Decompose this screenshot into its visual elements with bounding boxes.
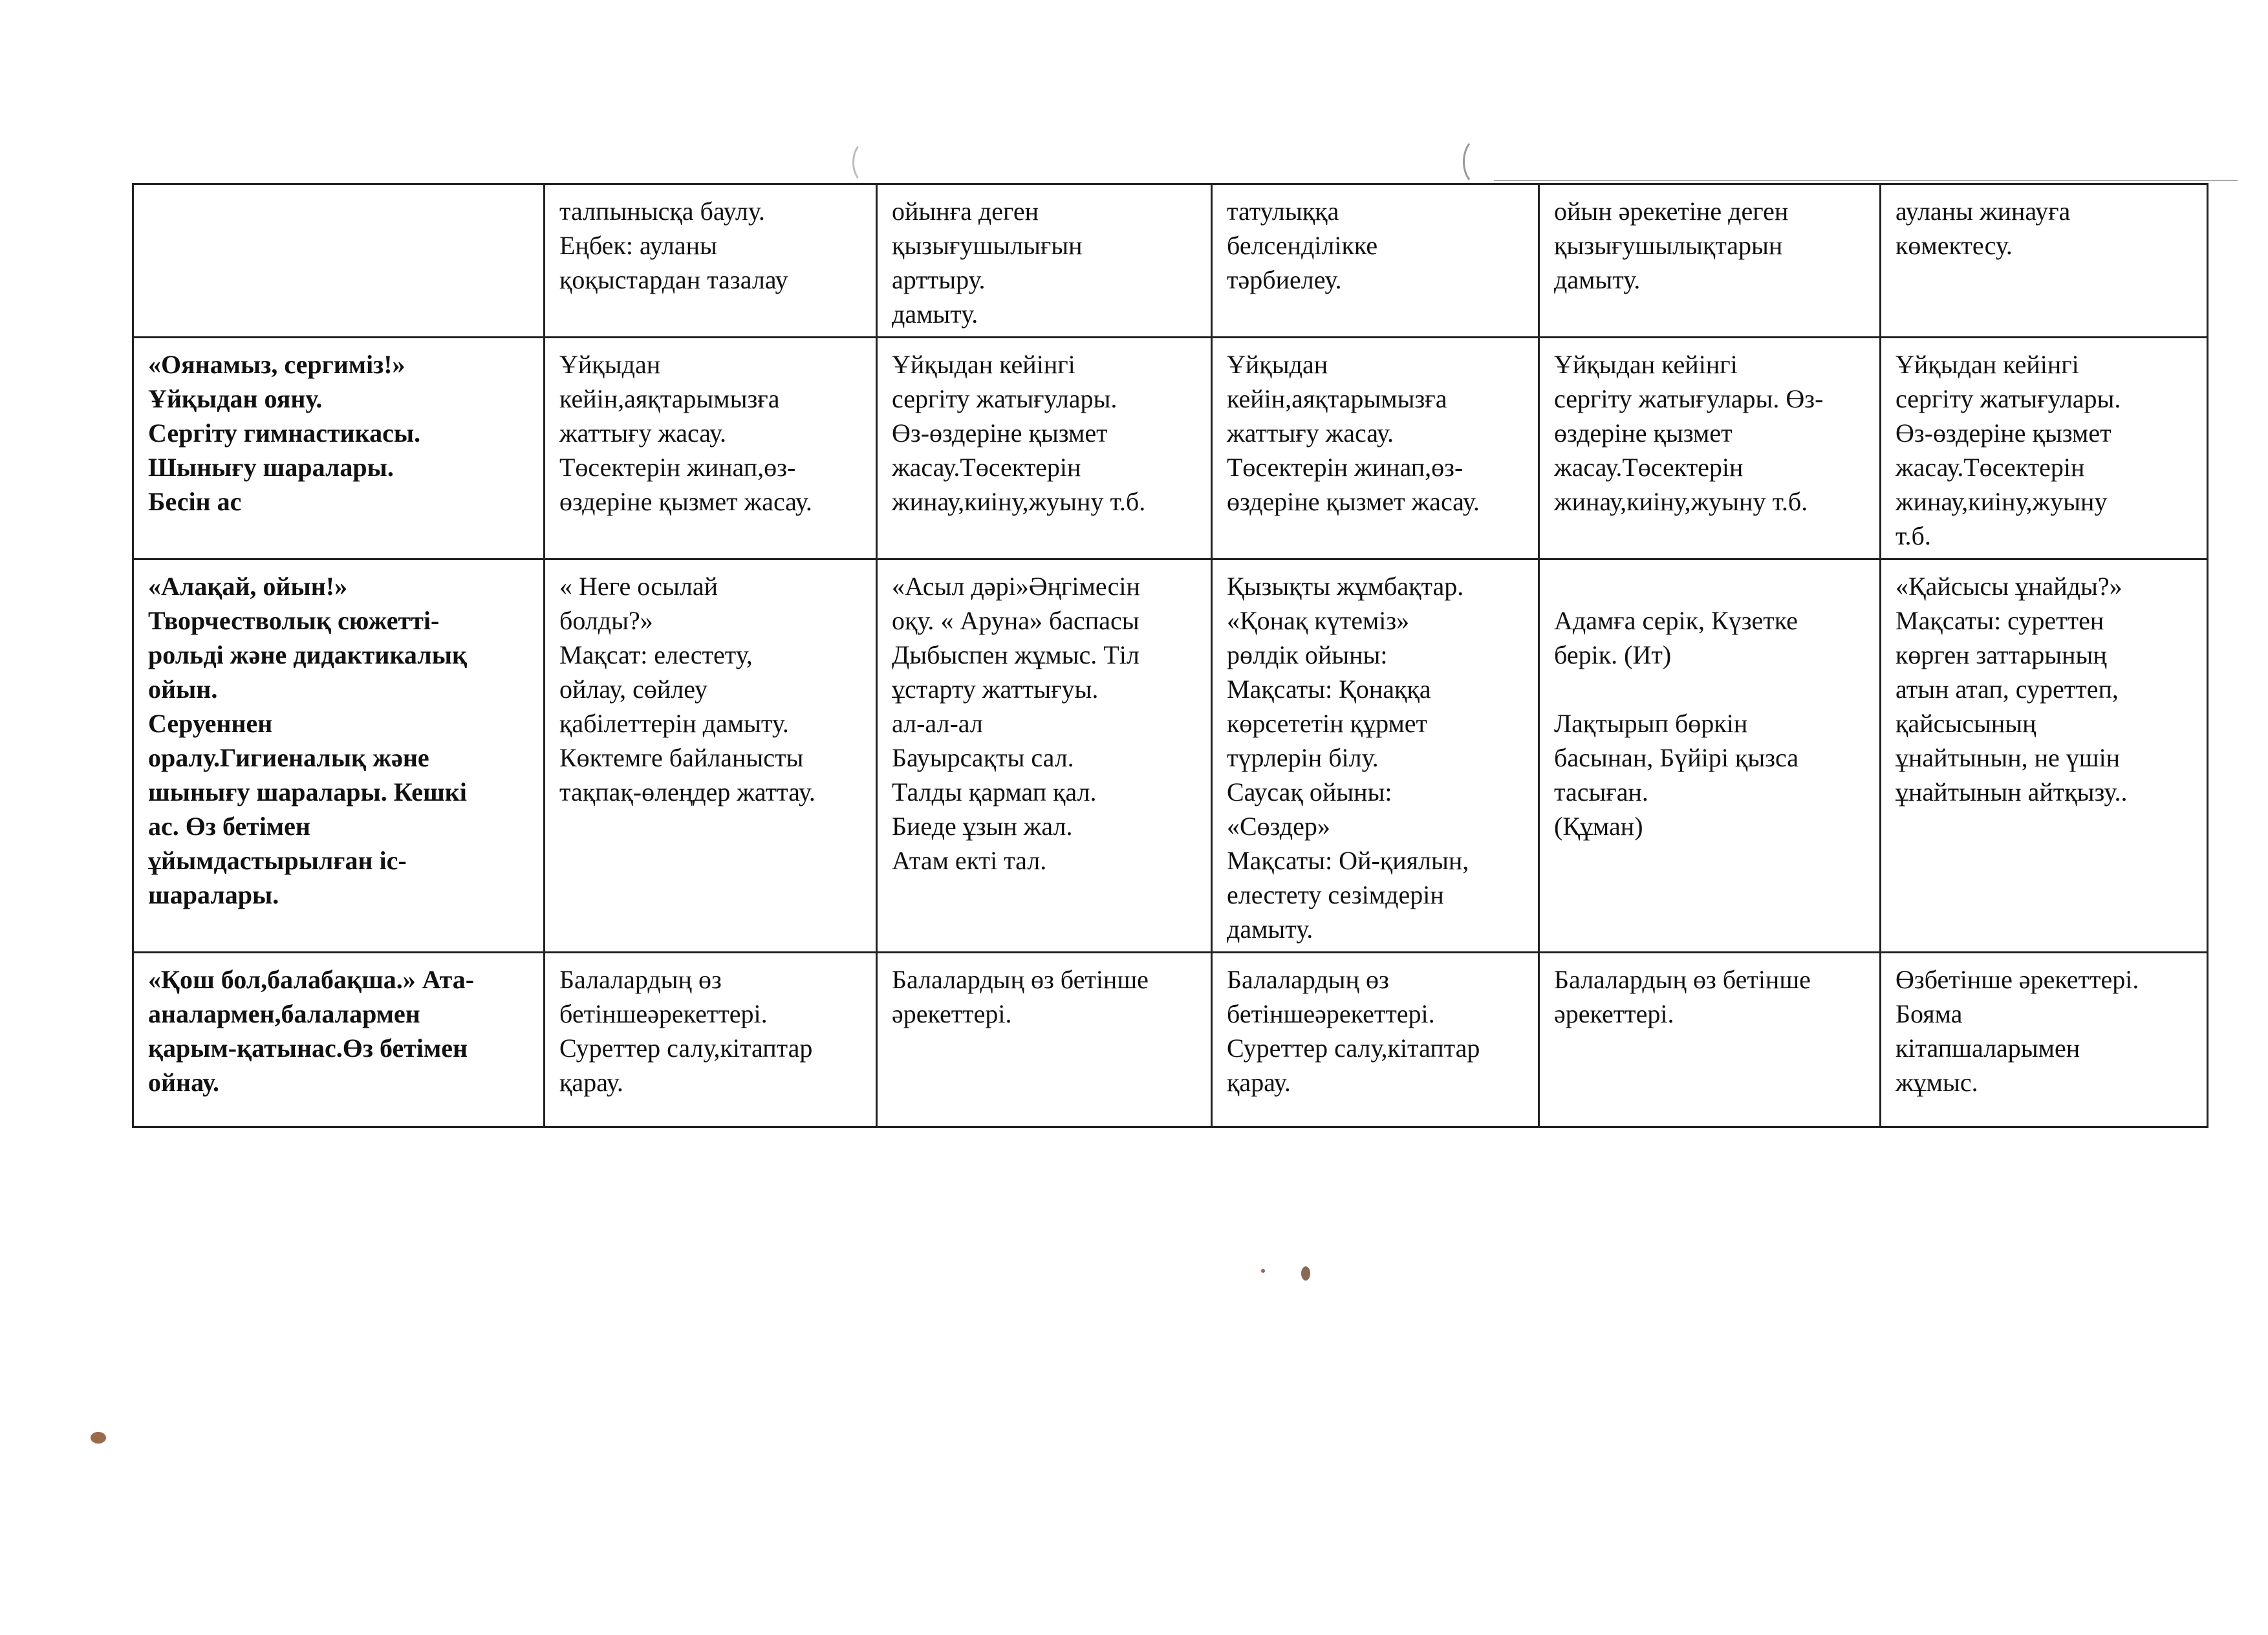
activity-label-cell (133, 338, 545, 559)
cell-line: көмектесу. (1895, 231, 2013, 260)
cell-line: елестету сезімдерін (1227, 880, 1444, 909)
label-line: ойын. (148, 675, 218, 704)
label-line: Сергіту гимнастикасы. (148, 418, 421, 448)
cell-line: Ұйқыдан кейінгі (1554, 350, 1738, 379)
cell-line: Мақсаты: Ой-қиялын, (1227, 846, 1469, 875)
cell-line: татулыққа (1227, 197, 1339, 226)
cell-line: сергіту жатығулары. (1895, 384, 2121, 413)
label-line: «Алақай, ойын!» (148, 572, 348, 601)
day-cell (1539, 338, 1881, 559)
cell-line: әрекеттері. (892, 999, 1012, 1028)
cell-line: Балалардың өз (559, 965, 722, 994)
table-row (133, 559, 2208, 953)
label-line: Серуеннен (148, 709, 273, 738)
label-line: рольді және дидактикалық (148, 640, 467, 669)
cell-line: белсенділікке (1227, 231, 1378, 260)
cell-line: қызығушылықтарын (1554, 231, 1783, 260)
schedule-table (132, 183, 2209, 1128)
activity-label-cell (133, 559, 545, 953)
scan-speck (91, 1432, 106, 1444)
day-cell (545, 559, 877, 953)
day-cell (1881, 338, 2208, 559)
cell-line: ұстарту жаттығуы. (892, 675, 1099, 704)
label-line: қарым-қатынас.Өз бетімен (148, 1034, 468, 1063)
cell-line: (Құман) (1554, 812, 1643, 841)
cell-line: дамыту. (1554, 265, 1641, 294)
cell-line: сергіту жатығулары. (892, 384, 1118, 413)
cell-line: Бауырсақты сал. (892, 743, 1074, 772)
cell-line: жинау,киіну,жуыну т.б. (1554, 487, 1808, 516)
cell-line: қабілеттерін дамыту. (559, 709, 789, 738)
cell-line: т.б. (1895, 521, 1931, 550)
cell-line: болды?» (559, 606, 653, 635)
cell-line: Дыбыспен жұмыс. Тіл (892, 640, 1139, 669)
day-cell (545, 338, 877, 559)
day-cell (1881, 184, 2208, 338)
cell-line: «Қайсысы ұнайды?» (1895, 572, 2122, 601)
scan-speck (1261, 1269, 1265, 1273)
cell-line: кейін,аяқтарымызға (1227, 384, 1447, 413)
day-cell (877, 953, 1212, 1127)
cell-line: жасау.Төсектерін (1895, 453, 2085, 482)
cell-line: ойынға деген (892, 197, 1039, 226)
label-line: ұйымдастырылған іс- (148, 846, 407, 875)
cell-line: Ұйқыдан (559, 350, 661, 379)
cell-line: Ұйқыдан (1227, 350, 1328, 379)
day-cell (1212, 953, 1539, 1127)
day-cell (1212, 338, 1539, 559)
cell-line: ойын әрекетіне деген (1554, 197, 1789, 226)
cell-line: Мақсат: елестету, (559, 640, 753, 669)
cell-line: қайсысының (1895, 709, 2036, 738)
cell-line: жинау,киіну,жуыну т.б. (892, 487, 1146, 516)
cell-line: басынан, Бүйірі қызса (1554, 743, 1799, 772)
cell-line: « Неге осылай (559, 572, 718, 601)
day-cell (877, 184, 1212, 338)
cell-line: Төсектерін жинап,өз- (1227, 453, 1463, 482)
cell-line: Еңбек: ауланы (559, 231, 717, 260)
label-line: шаралары. (148, 880, 279, 909)
label-line: ойнау. (148, 1068, 220, 1097)
day-cell (877, 559, 1212, 953)
cell-line: ұнайтынын айтқызу.. (1895, 777, 2128, 807)
label-line: «Оянамыз, сергиміз!» (148, 350, 405, 379)
activity-label-cell (133, 953, 545, 1127)
day-cell (877, 338, 1212, 559)
cell-line: бетіншеәрекеттері. (559, 999, 768, 1028)
blank-line (1554, 672, 1869, 706)
cell-line: Балалардың өз (1227, 965, 1389, 994)
cell-line: тақпақ-өлеңдер жаттау. (559, 777, 815, 807)
cell-line: сергіту жатығулары. Өз- (1554, 384, 1824, 413)
cell-line: Балалардың өз бетінше (1554, 965, 1811, 994)
label-line: Творчестволық сюжетті- (148, 606, 440, 635)
scan-mark-arc (852, 141, 880, 184)
cell-line: Өз-өздеріне қызмет (892, 418, 1108, 448)
cell-line: жасау.Төсектерін (892, 453, 1081, 482)
cell-line: кейін,аяқтарымызға (559, 384, 780, 413)
day-cell (1881, 559, 2208, 953)
table-row (133, 953, 2208, 1127)
day-cell (1539, 953, 1881, 1127)
cell-line: Өзбетінше әрекеттері. (1895, 965, 2139, 994)
cell-line: тасыған. (1554, 777, 1648, 807)
cell-line: Төсектерін жинап,өз- (559, 453, 796, 482)
cell-line: жаттығу жасау. (1227, 418, 1394, 448)
cell-line: жинау,киіну,жуыну (1895, 487, 2108, 516)
cell-line: атын атап, суреттеп, (1895, 675, 2119, 704)
cell-line: Саусақ ойыны: (1227, 777, 1392, 807)
cell-line: «Асыл дәрі»Әңгімесін (892, 572, 1140, 601)
cell-line: «Қонақ күтеміз» (1227, 606, 1410, 635)
cell-line: Мақсаты: Қонаққа (1227, 675, 1431, 704)
cell-line: Ұйқыдан кейінгі (892, 350, 1075, 379)
cell-line: оқу. « Аруна» баспасы (892, 606, 1139, 635)
day-cell (1881, 953, 2208, 1127)
cell-line: қызығушылығын (892, 231, 1083, 260)
cell-line: Қызықты жұмбақтар. (1227, 572, 1464, 601)
cell-line: Өз-өздеріне қызмет (1895, 418, 2111, 448)
cell-line: ұнайтынын, не үшін (1895, 743, 2121, 772)
label-line: оралу.Гигиеналық және (148, 743, 429, 772)
cell-line: қарау. (559, 1068, 623, 1097)
label-line: «Қош бол,балабақша.» Ата- (148, 965, 475, 994)
cell-line: кітапшаларымен (1895, 1034, 2080, 1063)
cell-line: дамыту. (1227, 915, 1313, 944)
label-line: ас. Өз бетімен (148, 812, 310, 841)
cell-line: ауланы жинауға (1895, 197, 2071, 226)
scan-speck (1301, 1266, 1310, 1281)
day-cell (1212, 184, 1539, 338)
cell-line: қоқыстардан тазалау (559, 265, 788, 294)
cell-line: арттыру. (892, 265, 986, 294)
activity-label-cell (133, 184, 545, 338)
cell-line: Атам екті тал. (892, 846, 1047, 875)
day-cell (1212, 559, 1539, 953)
cell-line: Көктемге байланысты (559, 743, 804, 772)
cell-line: «Сөздер» (1227, 812, 1330, 841)
day-cell (545, 953, 877, 1127)
cell-line: Лақтырып бөркін (1554, 709, 1748, 738)
cell-line: қарау. (1227, 1068, 1291, 1097)
label-line: шынығу шаралары. Кешкі (148, 777, 467, 807)
cell-line: әрекеттері. (1554, 999, 1674, 1028)
cell-line: ал-ал-ал (892, 709, 983, 738)
cell-line: өздеріне қызмет (1554, 418, 1733, 448)
cell-line: Бояма (1895, 999, 1963, 1028)
cell-line: бетіншеәрекеттері. (1227, 999, 1435, 1028)
cell-line: Ұйқыдан кейінгі (1895, 350, 2079, 379)
cell-line: Суреттер салу,кітаптар (1227, 1034, 1480, 1063)
cell-line: берік. (Ит) (1554, 640, 1672, 669)
cell-line: талпынысқа баулу. (559, 197, 765, 226)
cell-line: жұмыс. (1895, 1068, 1978, 1097)
cell-line: көрген заттарының (1895, 640, 2107, 669)
cell-line: Мақсаты: суреттен (1895, 606, 2104, 635)
cell-line: өздеріне қызмет жасау. (1227, 487, 1480, 516)
cell-line: рөлдік ойыны: (1227, 640, 1388, 669)
scan-mark-line (1494, 180, 2238, 181)
cell-line: тәрбиелеу. (1227, 265, 1342, 294)
cell-line: түрлерін білу. (1227, 743, 1379, 772)
label-line: аналармен,балалармен (148, 999, 420, 1028)
cell-line: дамыту. (892, 299, 978, 329)
cell-line: өздеріне қызмет жасау. (559, 487, 812, 516)
blank-line (1554, 569, 1869, 603)
scan-mark-arc (1463, 137, 1496, 186)
cell-line: Балалардың өз бетінше (892, 965, 1149, 994)
label-line: Шынығу шаралары. (148, 453, 394, 482)
cell-line: Суреттер салу,кітаптар (559, 1034, 813, 1063)
day-cell (545, 184, 877, 338)
cell-line: жасау.Төсектерін (1554, 453, 1744, 482)
label-line: Ұйқыдан ояну. (148, 384, 323, 413)
day-cell (1539, 184, 1881, 338)
cell-line: Адамға серік, Күзетке (1554, 606, 1798, 635)
cell-line: ойлау, сөйлеу (559, 675, 707, 704)
table-row (133, 338, 2208, 559)
cell-line: Биеде ұзын жал. (892, 812, 1073, 841)
label-line: Бесін ас (148, 487, 242, 516)
table-row (133, 184, 2208, 338)
day-cell (1539, 559, 1881, 953)
cell-line: жаттығу жасау. (559, 418, 726, 448)
cell-line: көрсететін құрмет (1227, 709, 1428, 738)
cell-line: Талды қармап қал. (892, 777, 1097, 807)
